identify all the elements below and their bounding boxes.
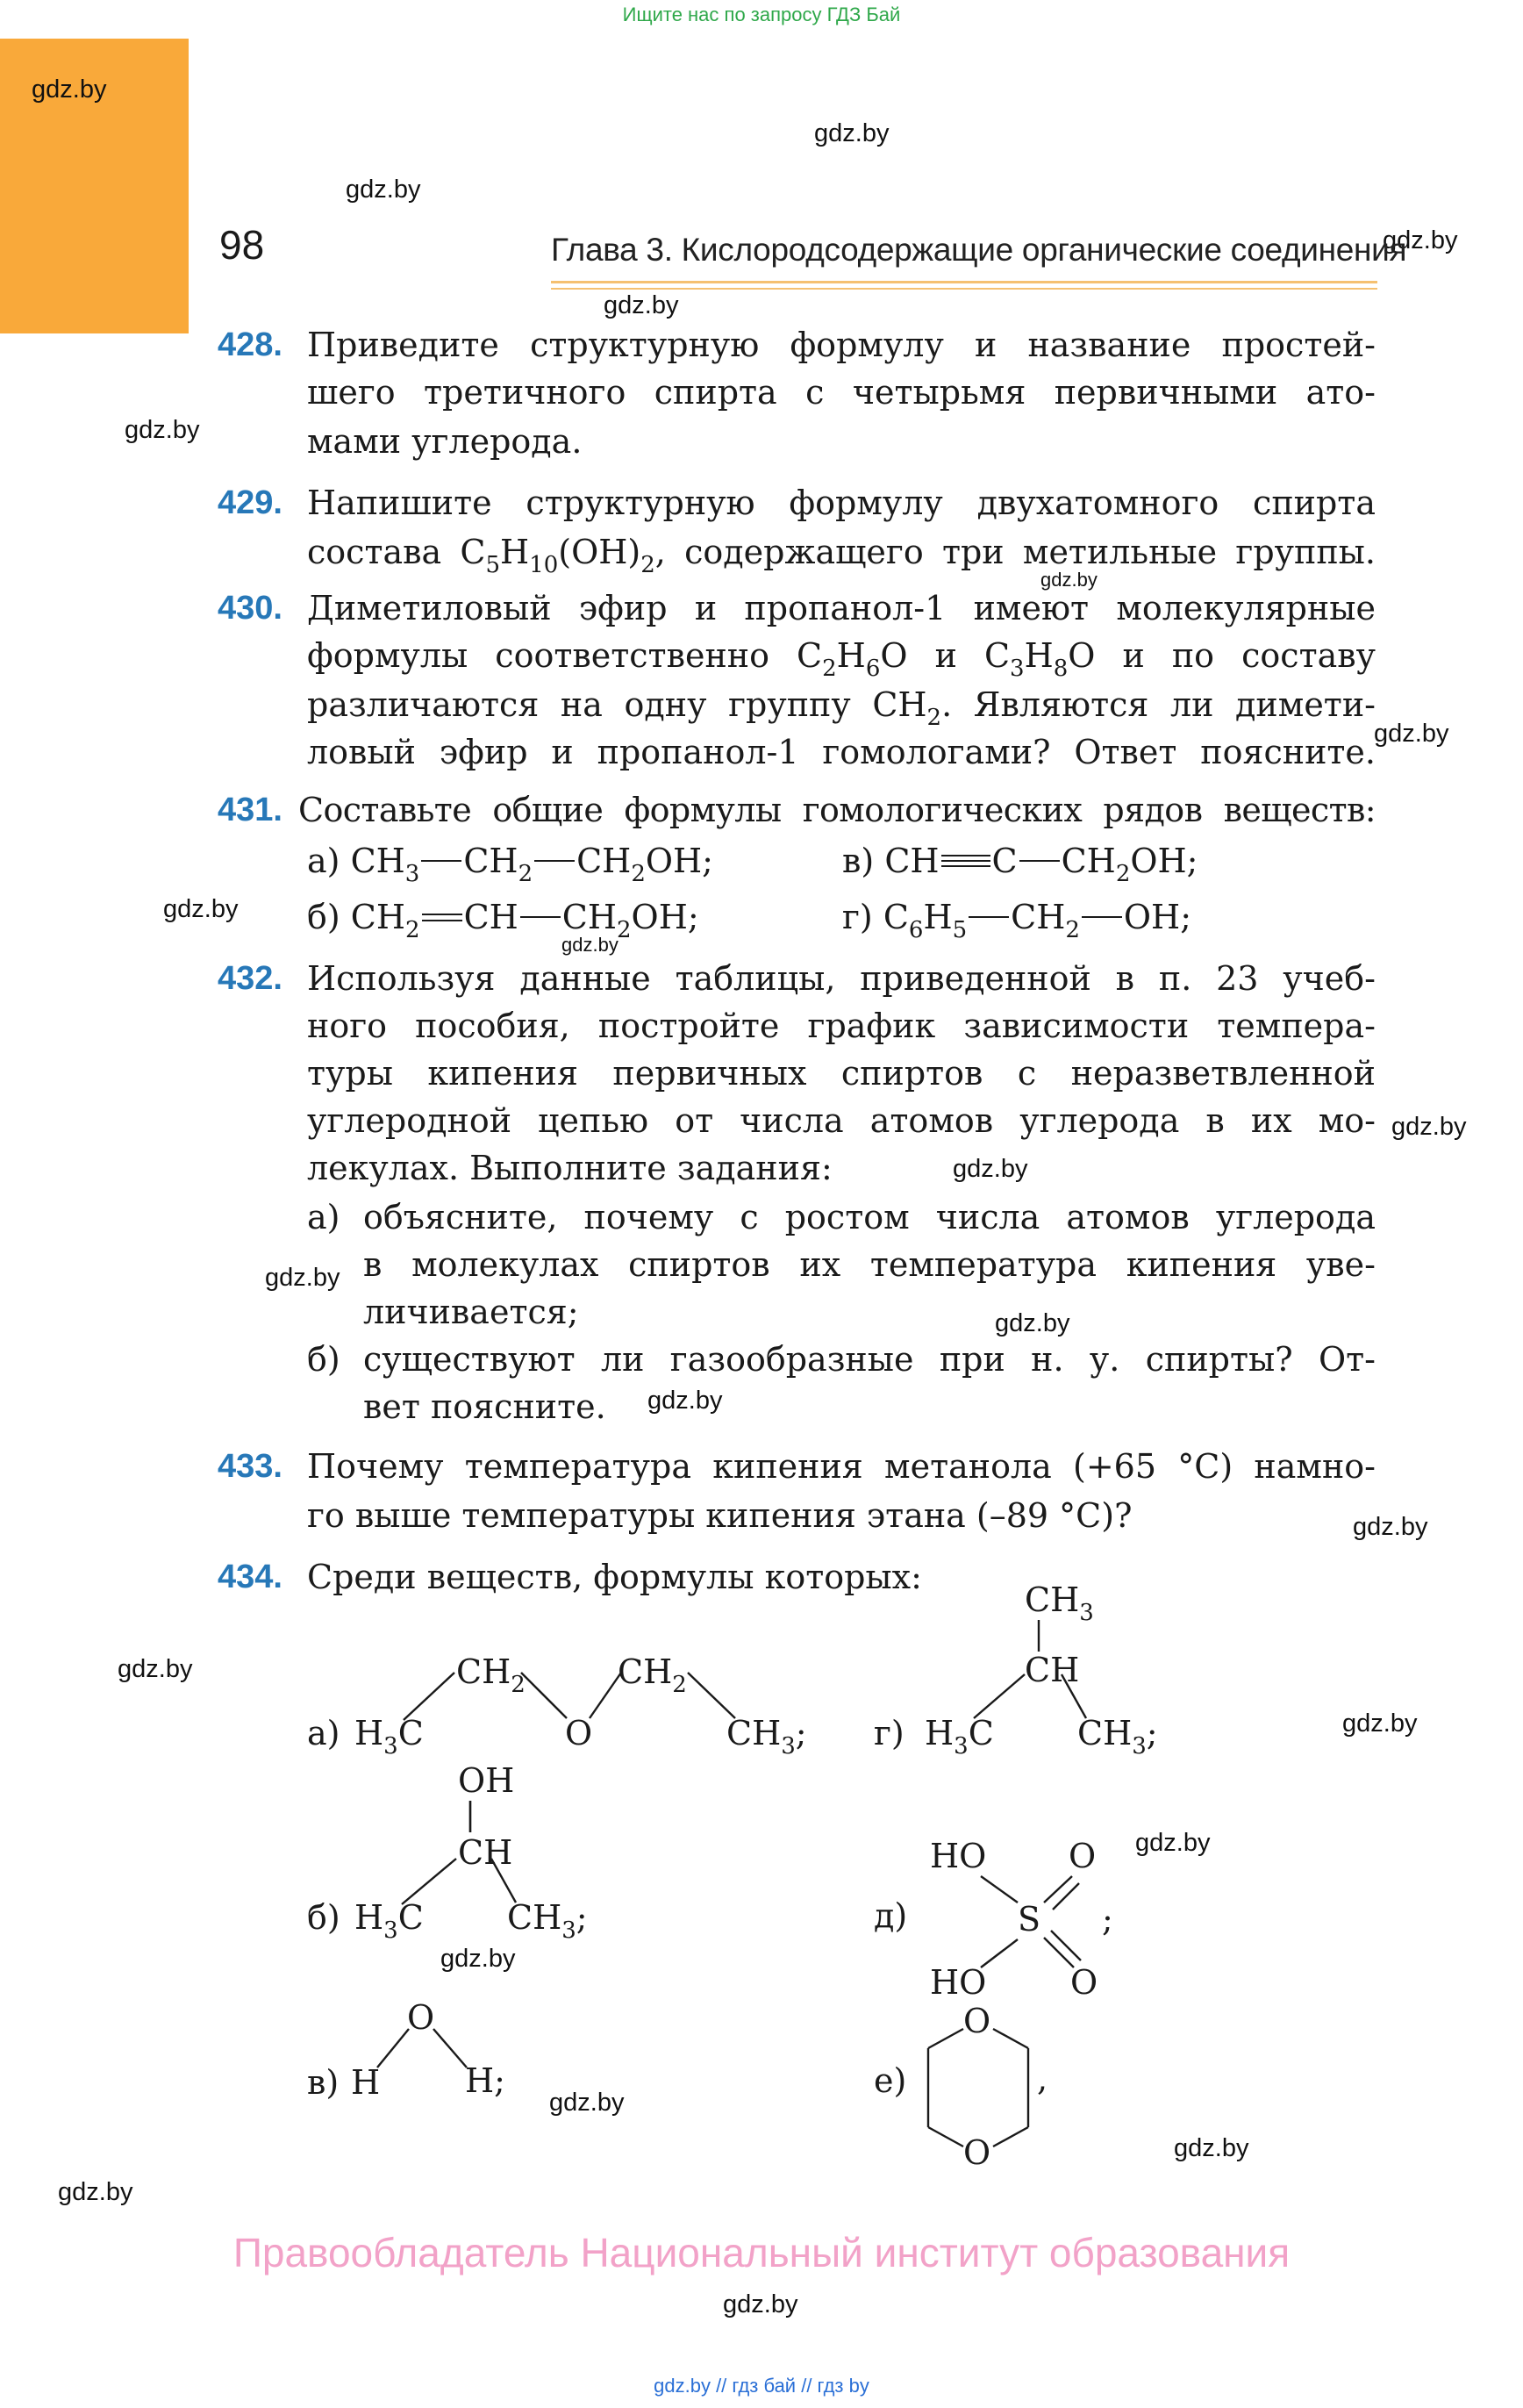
task-432-line: ного пособия, постройте график зависимости темпера- [307, 1007, 1376, 1045]
svg-text:в): в) [307, 2063, 340, 2102]
svg-text:H: H [351, 2063, 381, 2102]
task-431-intro: Составьте общие формулы гомологических рядов веществ: [298, 791, 1376, 829]
task-432-b-line: существуют ли газообразные при н. у. спирты? От- [363, 1340, 1376, 1379]
watermark: gdz.by [58, 2178, 133, 2206]
task-432-a-label: а) [307, 1198, 340, 1236]
svg-text:;: ; [1102, 1900, 1113, 1939]
watermark: gdz.by [814, 119, 890, 147]
watermark: gdz.by [561, 934, 618, 956]
watermark: gdz.by [1374, 720, 1449, 748]
svg-text:CH: CH [1025, 1651, 1080, 1689]
copyright-footer: Правообладатель Национальный институт образования [232, 2230, 1291, 2275]
task-432-line: Используя данные таблицы, приведенной в п. 23 учеб- [307, 959, 1376, 998]
svg-text:г): г) [874, 1714, 905, 1752]
svg-text:б): б) [307, 1898, 340, 1937]
watermark: gdz.by [647, 1387, 723, 1415]
svg-text:HO: HO [930, 1837, 987, 1875]
watermark: gdz.by [265, 1264, 340, 1292]
watermark: gdz.by [118, 1655, 193, 1683]
task-number-430: 430. [218, 590, 282, 627]
watermark: gdz.by [723, 2290, 798, 2318]
task-428-line: Приведите структурную формулу и название простей- [307, 326, 1376, 364]
svg-text:H;: H; [465, 2061, 505, 2100]
formula-434-d [874, 1837, 1113, 2002]
task-432-b-line: вет поясните. [363, 1387, 606, 1426]
top-banner[interactable]: Ищите нас по запросу ГДЗ Бай [622, 4, 901, 25]
svg-text:CH3;: $CH_3$; [507, 1898, 588, 1944]
svg-text:O: O [963, 2002, 991, 2040]
chapter-title: Глава 3. Кислородсодержащие органические соединения [551, 232, 1407, 268]
svg-text:а): а) [307, 1714, 340, 1752]
formula-434-g [874, 1580, 1158, 1759]
watermark: gdz.by [953, 1155, 1028, 1183]
task-number-433: 433. [218, 1448, 282, 1485]
task-430-line: Диметиловый эфир и пропанол-1 имеют молекулярные [307, 589, 1376, 627]
task-428-line: шего третичного спирта с четырьмя первичными ато- [307, 373, 1376, 412]
svg-text:O: O [1069, 1837, 1097, 1875]
svg-text:CH3: $CH_3$ [1025, 1580, 1094, 1626]
task-432-line: лекулах. Выполните задания: [307, 1149, 833, 1187]
watermark: gdz.by [549, 2089, 625, 2117]
watermark: gdz.by [125, 416, 200, 444]
watermark: gdz.by [1353, 1513, 1428, 1541]
task-430-line: различаются на одну группу $CH_2$. Являются ли димети- [307, 685, 1376, 731]
watermark: gdz.by [1135, 1829, 1211, 1857]
svg-text:O: O [1070, 1963, 1098, 2002]
watermark: gdz.by [1391, 1113, 1467, 1141]
task-429-line: состава $C_5H_{10}(OH)_2$, содержащего три метильные группы. [307, 533, 1376, 578]
formula-434-a [307, 1652, 807, 1759]
task-430-line: формулы соответственно $C_2H_6O$ и $C_3H_8O$ и по составу [307, 636, 1376, 682]
svg-text:HO: HO [930, 1963, 987, 2002]
watermark: gdz.by [604, 291, 679, 319]
svg-text:е): е) [874, 2061, 907, 2100]
page-number: 98 [219, 222, 265, 268]
svg-text:O: O [565, 1714, 593, 1752]
svg-text:д): д) [874, 1896, 908, 1935]
svg-text:S: S [1018, 1900, 1041, 1939]
svg-text:O: O [963, 2133, 991, 2172]
task-432-a-line: объясните, почему с ростом числа атомов углерода [363, 1198, 1376, 1236]
watermark: gdz.by [440, 1945, 516, 1973]
task-number-429: 429. [218, 484, 282, 521]
formula-431-b: б) $CH_2$ CH $CH_2OH$; [307, 898, 699, 943]
formula-431-a: а) $CH_3$ $CH_2$ $CH_2OH$; [307, 842, 713, 887]
watermark: gdz.by [32, 75, 107, 104]
formula-434-e [874, 2002, 1048, 2172]
watermark: gdz.by [1342, 1709, 1418, 1738]
formula-431-v: в) CH C $CH_2OH$; [842, 842, 1198, 887]
svg-text:OH: OH [458, 1761, 515, 1800]
task-433-line: Почему температура кипения метанола (+65 °C) намно- [307, 1447, 1376, 1486]
bottom-links[interactable]: gdz.by // гдз бай // гдз by [654, 2375, 869, 2397]
task-430-line: ловый эфир и пропанол-1 гомологами? Ответ поясните. [307, 733, 1376, 771]
formula-434-b [307, 1761, 588, 1944]
formula-434-v [307, 1998, 505, 2102]
formula-431-g: г) $C_6H_5$ $CH_2$ OH; [842, 898, 1192, 943]
svg-text:,: , [1037, 2060, 1048, 2098]
svg-text:H3C: $H_3C$ [925, 1714, 994, 1759]
task-432-line: туры кипения первичных спиртов с неразветвленной [307, 1054, 1376, 1093]
svg-text:CH2: $CH_2$ [456, 1652, 526, 1698]
task-number-432: 432. [218, 960, 282, 997]
svg-text:H3C: $H_3C$ [354, 1714, 424, 1759]
svg-text:CH3;: $CH_3$; [1077, 1714, 1158, 1759]
watermark: gdz.by [1174, 2134, 1249, 2162]
svg-text:O: O [407, 1998, 435, 2037]
watermark: gdz.by [1383, 226, 1458, 254]
svg-text:H3C: $H_3C$ [354, 1898, 424, 1944]
task-432-line: углеродной цепью от числа атомов углерода в их мо- [307, 1101, 1376, 1140]
watermark: gdz.by [163, 895, 239, 923]
task-429-line: Напишите структурную формулу двухатомного спирта [307, 484, 1376, 522]
svg-text:CH2: $CH_2$ [618, 1652, 687, 1698]
task-432-a-line: в молекулах спиртов их температура кипения уве- [363, 1245, 1376, 1284]
task-428-line: мами углерода. [307, 422, 583, 461]
task-number-431: 431. [218, 792, 282, 828]
task-number-428: 428. [218, 326, 282, 363]
task-432-a-line: личивается; [363, 1293, 579, 1331]
task-number-434: 434. [218, 1559, 282, 1595]
task-434-intro: Среди веществ, формулы которых: [307, 1558, 922, 1596]
task-433-line: го выше температуры кипения этана (–89 °C)? [307, 1496, 1133, 1535]
watermark: gdz.by [1040, 569, 1098, 591]
svg-text:CH: CH [458, 1833, 513, 1872]
task-432-b-label: б) [307, 1340, 340, 1379]
watermark: gdz.by [346, 176, 421, 204]
watermark: gdz.by [995, 1309, 1070, 1337]
svg-text:CH3;: $CH_3$; [726, 1714, 807, 1759]
